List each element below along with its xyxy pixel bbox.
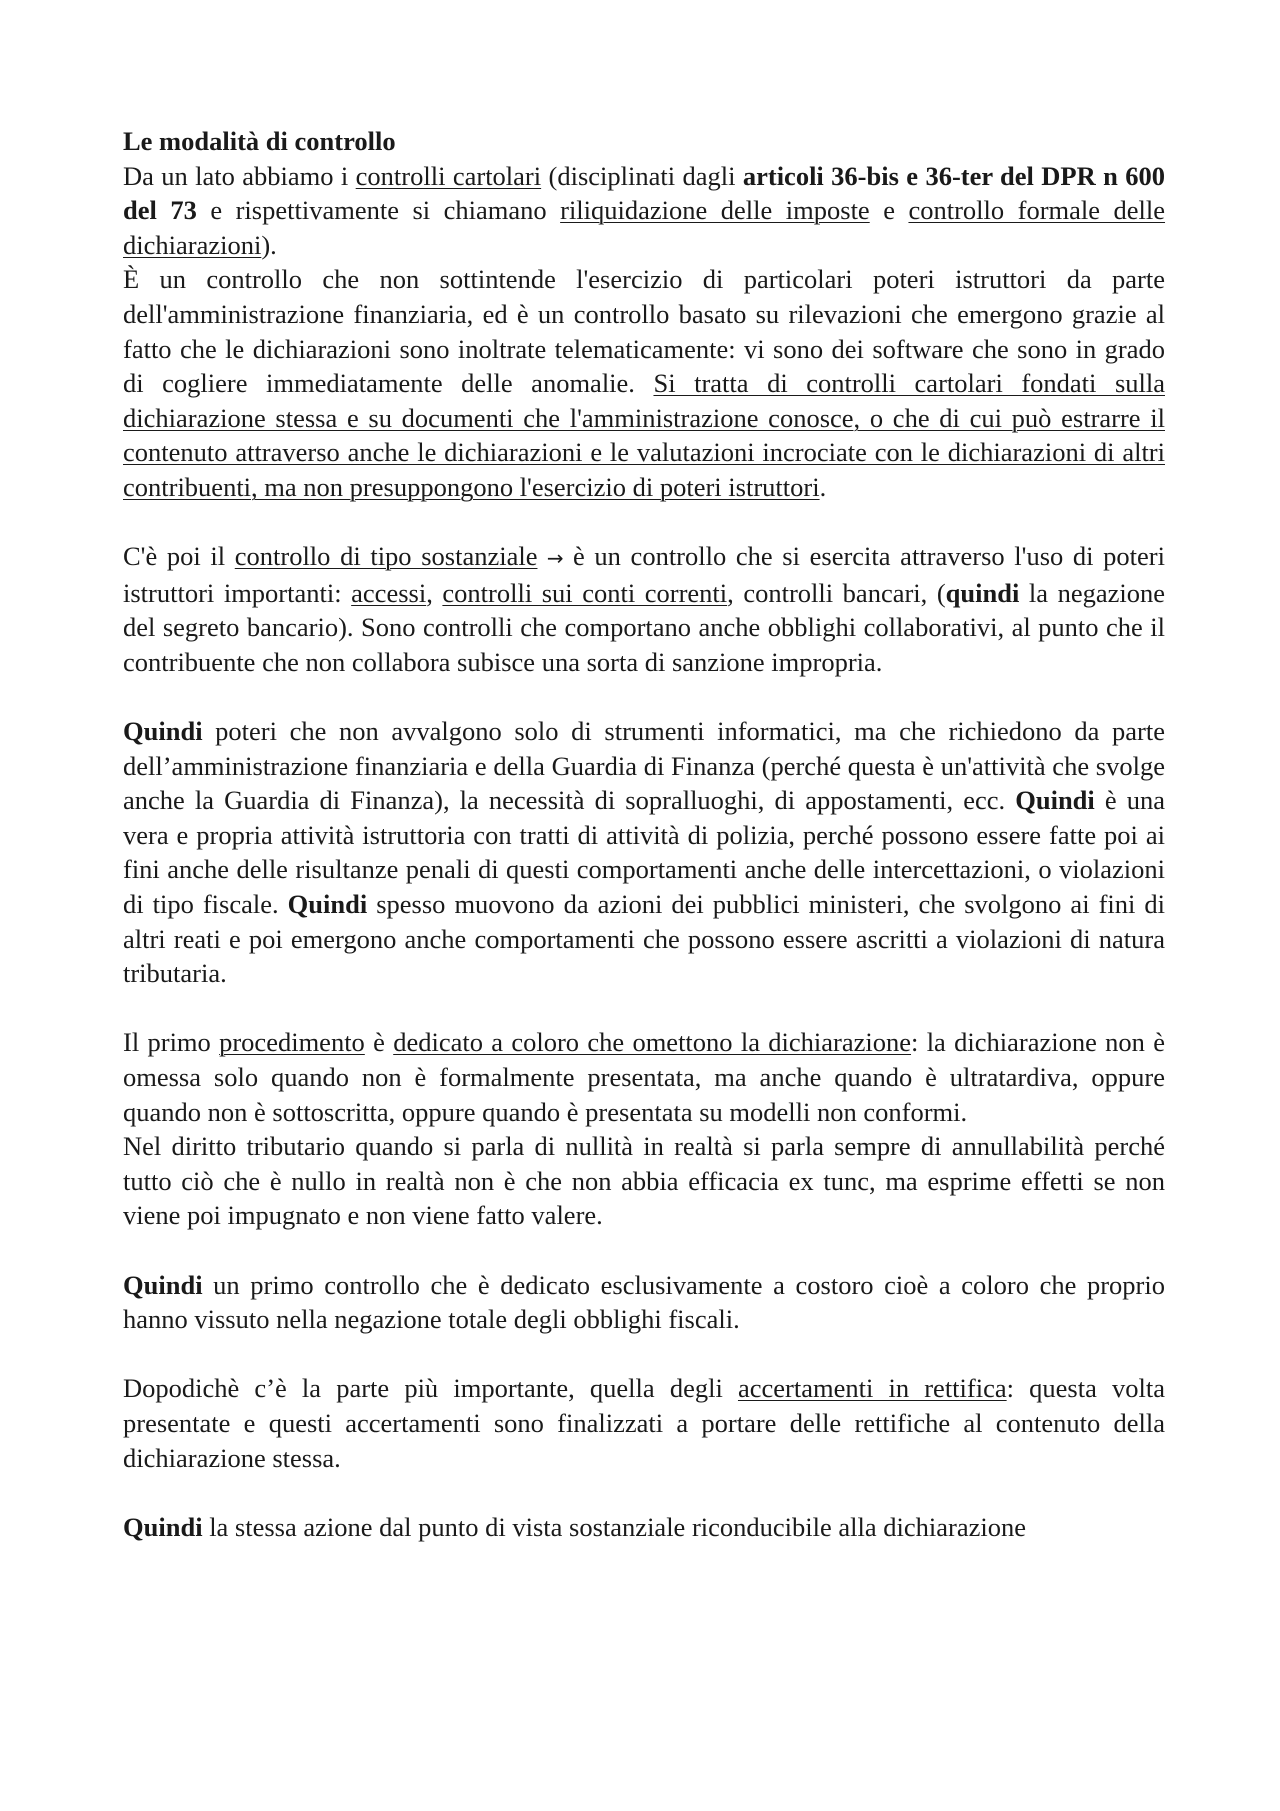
- term-riliquidazione: riliquidazione delle imposte: [560, 195, 870, 226]
- paragraph-controllo-descrizione: È un controllo che non sottintende l'esercizio di particolari poteri istruttori da parte dell'amministrazione finanziaria, ed è un controllo basato su rilevazioni che emergono grazie al fatto che le dichiarazioni sono inoltrate telematicamente: vi sono dei software che sono in grado di cogliere immediatamente delle anomalie. Si tratta di controlli cartolari fondati sulla dichiarazione stessa e su documenti che l'amministrazione conosce, o che di cui può estrarre il contenuto attraverso anche le dichiarazioni e le valutazioni incrociate con le dichiarazioni di altri contribuenti, ma non presuppongono l'esercizio di poteri istruttori.: [123, 264, 1165, 502]
- paragraph-gap: [123, 1337, 1165, 1372]
- term-controlli-conti-correnti: controlli sui conti correnti: [442, 577, 728, 608]
- paragraph-sostanziale: C'è poi il controllo di tipo sostanziale → è un controllo che si esercita attraverso l'uso di poteri istruttori importanti: accessi, controlli sui conti correnti, controlli bancari, (quindi la negazione del segreto bancario). Sono controlli che comportano anche obblighi collaborativi, al punto che il contribuente che non collabora subisce una sorta di sanzione impropria.: [123, 541, 1165, 677]
- term-controllo-formale: controllo formale delle dichiarazioni: [123, 195, 1166, 260]
- term-accertamenti-rettifica: accertamenti in rettifica: [737, 1373, 1007, 1404]
- paragraph-gap: [123, 680, 1165, 715]
- underlined-passage: Si tratta di controlli cartolari fondati sulla dichiarazione stessa e su documenti che l'amministrazione conosce, o che di cui può estrarre il contenuto attraverso anche le dichiarazioni e le valutazioni incrociate con le dichiarazioni di altri contribuenti, ma non presuppongono l'esercizio di poteri istruttori: [123, 368, 1165, 502]
- paragraph-gap: [123, 1475, 1165, 1510]
- term-controllo-sostanziale: controllo di tipo sostanziale: [234, 541, 538, 572]
- paragraph-gap: [123, 991, 1165, 1026]
- paragraph-primo-controllo: Quindi un primo controllo che è dedicato esclusivamente a costoro cioè a coloro che proprio hanno vissuto nella negazione totale degli obblighi fiscali.: [123, 1269, 1165, 1335]
- term-procedimento: procedimento: [219, 1027, 365, 1058]
- paragraph-gap: [123, 1233, 1165, 1268]
- document-page: [123, 124, 1165, 1544]
- paragraph-accertamenti: Dopodichè c’è la parte più importante, quella degli accertamenti in rettifica: questa volta presentate e questi accertamenti sono finalizzati a portare delle rettifiche al contenuto della dichiarazione stessa.: [123, 1373, 1165, 1473]
- paragraph-nullita: Nel diritto tributario quando si parla di nullità in realtà si parla sempre di annullabilità perché tutto ciò che è nullo in realtà non è che non abbia efficacia ex tunc, ma esprime effetti se non viene poi impugnato e non viene fatto valere.: [123, 1131, 1165, 1231]
- term-omessa-dichiarazione: dedicato a coloro che omettono la dichiarazione: [393, 1027, 912, 1058]
- ref-articoli: articoli 36-bis e 36-ter del DPR n 600 del 73: [123, 160, 1165, 226]
- term-accessi: accessi: [351, 577, 427, 608]
- paragraph-cartolari: Da un lato abbiamo i controlli cartolari (disciplinati dagli articoli 36-bis e 36-ter del DPR n 600 del 73 e rispettivamente si chiamano riliquidazione delle imposte e controllo formale delle dichiarazioni).: [123, 160, 1166, 260]
- section-heading: Le modalità di controllo: [123, 126, 396, 156]
- paragraph-primo-procedimento: Il primo procedimento è dedicato a coloro che omettono la dichiarazione: la dichiarazione non è omessa solo quando non è formalmente presentata, ma anche quando è ultratardiva, oppure quando non è sottoscritta, oppure quando è presentata su modelli non conformi.: [123, 1027, 1165, 1127]
- paragraph-poteri: Quindi poteri che non avvalgono solo di strumenti informatici, ma che richiedono da parte dell’amministrazione finanziaria e della Guardia di Finanza (perché questa è un'attività che svolge anche la Guardia di Finanza), la necessità di sopralluoghi, di appostamenti, ecc. Quindi è una vera e propria attività istruttoria con tratti di attività di polizia, perché possono essere fatte poi ai fini anche delle risultanze penali di questi comportamenti anche delle intercettazioni, o violazioni di tipo fiscale. Quindi spesso muovono da azioni dei pubblici ministeri, che svolgono ai fini di altri reati e poi emergono anche comportamenti che possono essere ascritti a violazioni di natura tributaria.: [123, 716, 1165, 989]
- term-controlli-cartolari: controlli cartolari: [355, 160, 542, 191]
- arrow-icon: →: [537, 546, 573, 571]
- paragraph-stessa-azione: Quindi la stessa azione dal punto di vista sostanziale riconducibile alla dichiarazione: [123, 1511, 1026, 1542]
- paragraph-gap: [123, 505, 1165, 540]
